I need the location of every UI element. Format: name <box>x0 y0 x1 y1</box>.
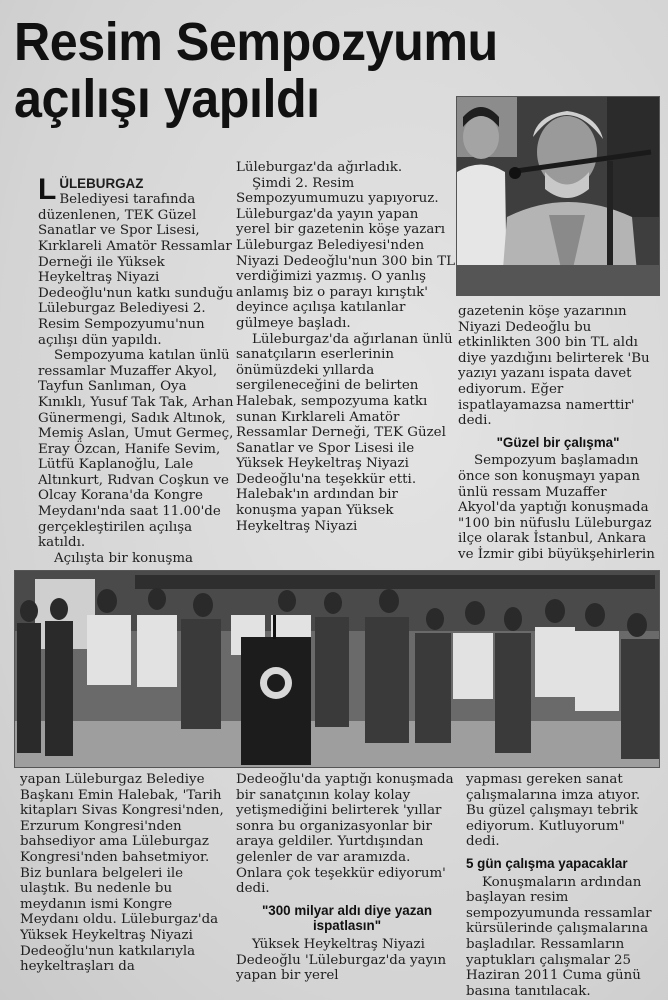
speaker-photo-art <box>457 97 659 295</box>
paragraph: Konuşmaların ardından başlayan resim sempozyumunda ressamlar kürsülerinde çalışmalarına başladılar. Ressamların yaptukları çalışmalar 25 Haziran 2011 Cuma günü basına tanıtılacak. <box>466 874 652 999</box>
headline-text: Resim Sempozyumu açılışı yapıldı <box>14 12 498 129</box>
paragraph: Dedeoğlu'da yaptığı konuşmada bir sanatçının kolay kolay yetişmediğini belirterek 'yıllar sonra bu organizasyonlar bir araya geldiler. Yurtdışından gelenler de var aramızda. Onlara çok teşekkür ediyorum' dedi. <box>236 772 454 897</box>
paragraph: yapması gereken sanat çalışmalarına imza atıyor. Bu güzel çalışmayı tebrik ediyorum. Kutluyorum" dedi. <box>466 772 641 850</box>
dateline-city: ÜLEBURGAZ <box>59 175 144 191</box>
article-column-2 <box>236 160 456 570</box>
paragraph: Açılışta bir konuşma <box>54 550 193 566</box>
dropcap: L <box>38 172 57 206</box>
lead-paragraph <box>38 160 234 348</box>
speaker-photo <box>456 96 660 296</box>
paragraph: Lüleburgaz'da ağırlanan ünlü sanatçıların eserlerinin önümüzdeki yıllarda sergileneceğini de belirten Halebak, sempozyuma katkı sunan Kırklareli Amatör Ressamlar Derneği, TEK Güzel Sanatlar ve Spor Lisesi ile Yüksek Heykeltraş Niyazi Dedeoğlu'na teşekkür etti. Halebak'ın ardından bir konuşma yapan Yüksek Heykeltraş Niyazi <box>236 331 453 534</box>
crowd-photo <box>14 570 660 768</box>
subheading: "300 milyar aldı diye yazan ispatlasın" <box>261 902 433 934</box>
subheading: 5 gün çalışma yapacaklar <box>466 855 628 871</box>
paragraph: Sempozyum başlamadın önce son konuşmayı yapan ünlü ressam Muzaffer Akyol'da yaptığı konuşmada "100 bin nüfuslu Lüleburgaz ilçe olarak İstanbul, Ankara ve İzmir gibi büyükşehirlerin <box>458 453 655 562</box>
paragraph: Lüleburgaz'da ağırladık. <box>236 160 403 175</box>
lead-text: Belediyesi tarafında düzenlenen, TEK Güzel Sanatlar ve Spor Lisesi, Kırklareli Amatör Ressamlar Derneği ile Yüksek Heykeltraş Niyazi Dedeoğlu'nun katkı sunduğu Lüleburgaz Belediyesi 2. Resim Sempozyumu'nun açılışı dün yapıldı. <box>38 192 234 348</box>
article-column-4 <box>20 772 230 1000</box>
crowd-photo-art <box>15 571 659 767</box>
paragraph: yapan Lüleburgaz Belediye Başkanı Emin Halebak, 'Tarih kitapları Sivas Kongresi'nden, Erzurum Kongresi'nden bahsediyor ama Lüleburgaz Kongresi'nden bahsetmiyor. Biz bunlara belgeleri ile ulaştık. Bu nedenle bu meydanın ismi Kongre Meydanı oldu. Lüleburgaz'da Yüksek Heykeltraş Niyazi Dedeoğlu'nun katkılarıyla heykeltraşları da <box>20 772 224 975</box>
article-column-5 <box>236 772 458 1000</box>
subheading: "Güzel bir çalışma" <box>496 434 620 450</box>
article-column-6 <box>466 772 662 1000</box>
article-column-3 <box>458 304 658 570</box>
article-column-1 <box>38 160 234 570</box>
paragraph: gazetenin köşe yazarının Niyazi Dedeoğlu bu etkinlikten 300 bin TL aldı diye yazdığını belirterek 'Bu yazıyı yazanı ispata davet ediyorum. Eğer ispatlayamazsa namerttir' dedi. <box>458 304 650 429</box>
paragraph: Yüksek Heykeltraş Niyazi Dedeoğlu 'Lüleburgaz'da yayın yapan bir yerel <box>236 936 447 984</box>
paragraph: Sempozyuma katılan ünlü ressamlar Muzaffer Akyol, Tayfun Sanlıman, Oya Kınıklı, Yusuf Tak Tak, Arhan Günermengi, Sadık Altınok, Memiş Aslan, Umut Germeç, Eray Özcan, Hanife Sevim, Lütfü Kaplanoğlu, Lale Altınkurt, Rıdvan Coşkun ve Olcay Korana'da Kongre Meydanı'nda saat 11.00'de gerçekleştirilen açılışa katıldı. <box>38 348 234 551</box>
paragraph: Şimdi 2. Resim Sempozyumumuzu yapıyoruz. Lüleburgaz'da yayın yapan yerel bir gazetenin köşe yazarı Lüleburgaz Belediyesi'nden Niyazi Dedeoğlu'nun 300 bin TL verdiğimizi yazmış. O yanlış anlamış biz o parayı kırıştık' deyince açılışa katılanlar gülmeye başladı. <box>236 175 456 331</box>
